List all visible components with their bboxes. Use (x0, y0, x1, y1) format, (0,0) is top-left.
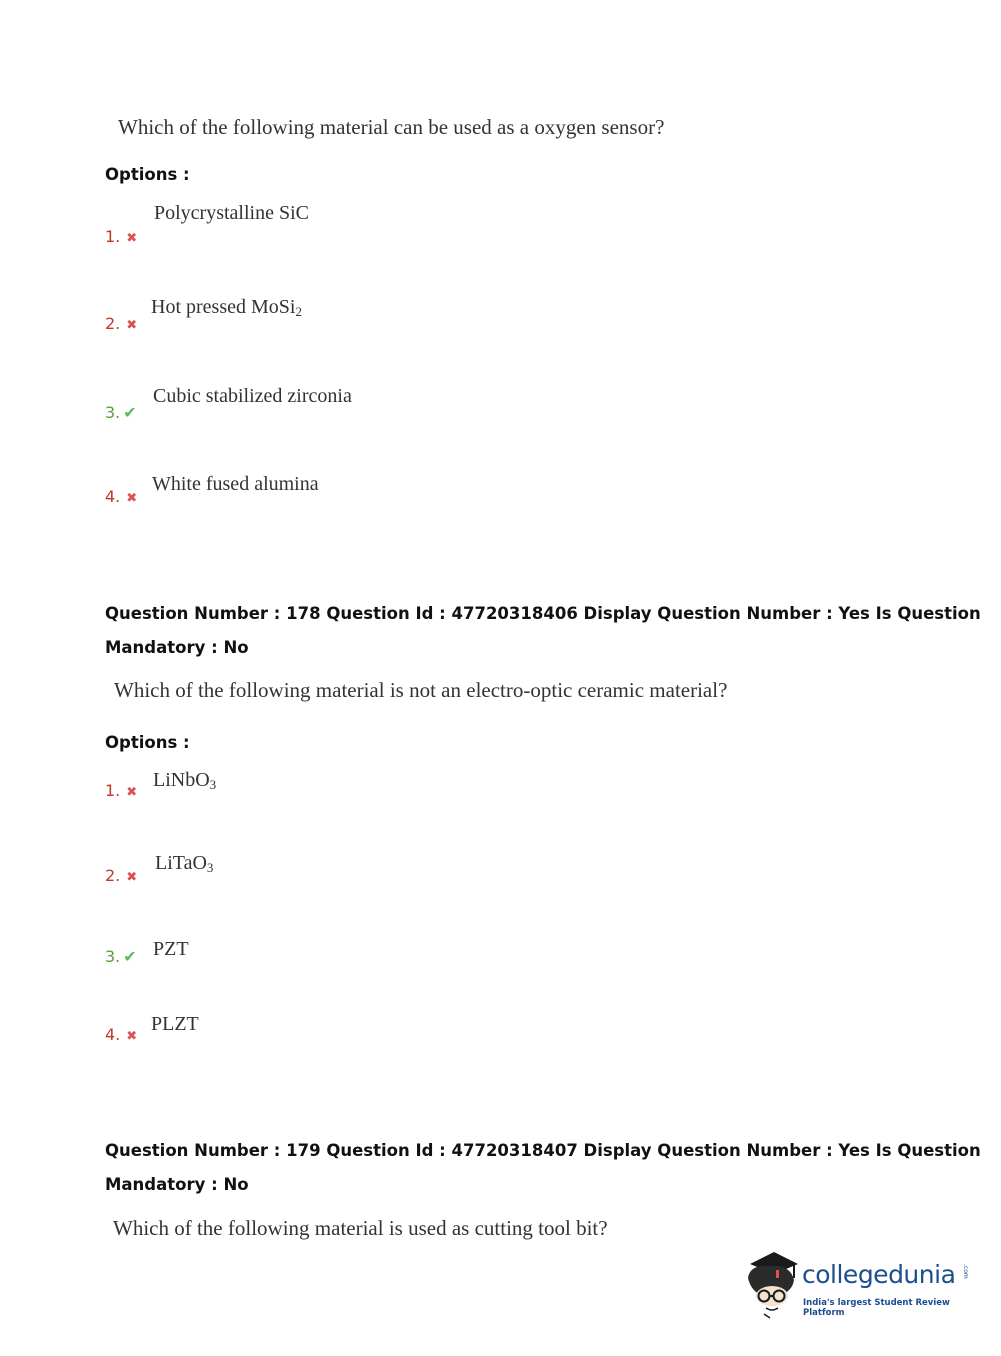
question-text: Which of the following material is used as cutting tool bit? (113, 1216, 608, 1240)
option-number: 2. ✖ (105, 314, 138, 333)
wrong-mark-icon: ✖ (126, 1029, 138, 1044)
check-mark-icon: ✔ (123, 947, 137, 966)
option-text: Hot pressed MoSi$_2$ (151, 296, 302, 319)
option-number: 1. ✖ (105, 781, 138, 800)
question-text: Which of the following material is not an electro-optic ceramic material? (114, 678, 728, 702)
question-text: Which of the following material can be used as a oxygen sensor? (118, 115, 665, 139)
question-header-mandatory: Mandatory : No (105, 1175, 249, 1194)
options-label: Options : (105, 165, 190, 184)
option-number: 1. ✖ (105, 227, 138, 246)
question-header-mandatory: Mandatory : No (105, 638, 249, 657)
mascot-icon (742, 1250, 802, 1320)
check-mark-icon: ✔ (123, 403, 137, 422)
option-text: Cubic stabilized zirconia (153, 385, 352, 407)
question-header: Question Number : 179 Question Id : 47720318407 Display Question Number : Yes Is Question (105, 1141, 981, 1160)
wrong-mark-icon: ✖ (126, 785, 138, 800)
wrong-mark-icon: ✖ (126, 231, 138, 246)
option-number: 4. ✖ (105, 1025, 138, 1044)
options-label: Options : (105, 733, 190, 752)
option-number: 3. ✔ (105, 947, 137, 966)
option-text: LiTaO$_3$ (155, 852, 214, 875)
wrong-mark-icon: ✖ (126, 491, 138, 506)
option-number: 4. ✖ (105, 487, 138, 506)
logo-tagline: India's largest Student Review Platform (803, 1298, 950, 1318)
option-text: Polycrystalline SiC (154, 202, 309, 224)
wrong-mark-icon: ✖ (126, 318, 138, 333)
option-text: LiNbO$_3$ (153, 769, 217, 792)
option-number: 2. ✖ (105, 866, 138, 885)
logo-wordmark: collegedunia (802, 1260, 956, 1289)
logo-domain: .com (962, 1264, 969, 1279)
option-number: 3. ✔ (105, 403, 137, 422)
question-header: Question Number : 178 Question Id : 47720318406 Display Question Number : Yes Is Question (105, 604, 981, 623)
option-text: PLZT (151, 1013, 199, 1035)
option-text: PZT (153, 938, 189, 960)
option-text: White fused alumina (152, 473, 319, 495)
collegedunia-logo (742, 1250, 972, 1320)
wrong-mark-icon: ✖ (126, 870, 138, 885)
